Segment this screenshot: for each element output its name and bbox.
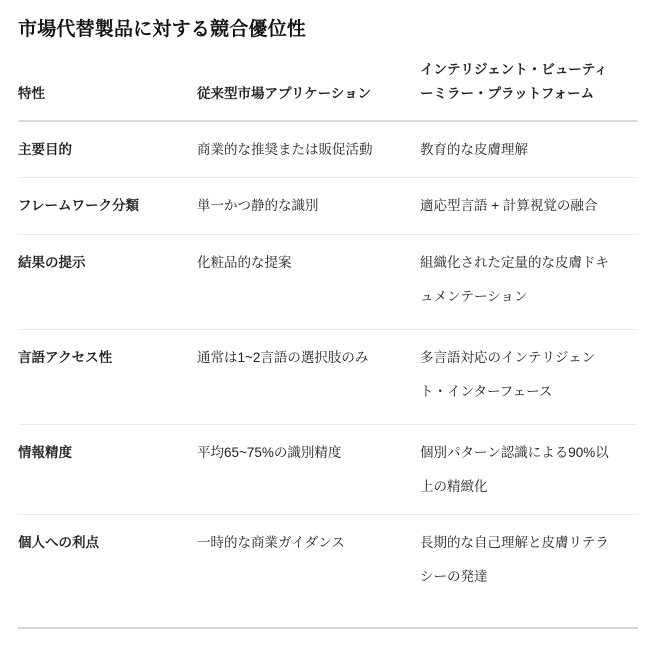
table-row bbox=[18, 425, 638, 515]
column-header-traditional: 従来型市場アプリケーション bbox=[197, 86, 372, 101]
cell-traditional: 単一かつ静的な識別 bbox=[197, 198, 319, 213]
row-label: フレームワーク分類 bbox=[18, 198, 139, 213]
row-label: 言語アクセス性 bbox=[18, 350, 113, 365]
table-row bbox=[18, 515, 638, 629]
row-label: 結果の提示 bbox=[18, 255, 86, 270]
page-title: 市場代替製品に対する競合優位性 bbox=[18, 19, 307, 40]
table-row bbox=[18, 178, 638, 235]
cell-platform: 適応型言語 + 計算視覚の融合 bbox=[420, 198, 598, 213]
table-header-row bbox=[18, 43, 638, 122]
table-row bbox=[18, 122, 638, 178]
cell-traditional: 一時的な商業ガイダンス bbox=[197, 535, 345, 550]
table-row bbox=[18, 235, 638, 330]
cell-platform: 多言語対応のインテリジェント・インターフェース bbox=[420, 350, 596, 399]
cell-platform: 組織化された定量的な皮膚ドキュメンテーション bbox=[420, 255, 609, 304]
comparison-table bbox=[18, 43, 638, 629]
row-label: 個人への利点 bbox=[18, 535, 99, 550]
cell-platform: 長期的な自己理解と皮膚リテラシーの発達 bbox=[420, 535, 609, 584]
cell-traditional: 平均65~75%の識別精度 bbox=[197, 445, 342, 460]
column-header-platform: インテリジェント・ビューティーミラー・プラットフォーム bbox=[420, 62, 608, 101]
table-row bbox=[18, 330, 638, 425]
row-label: 情報精度 bbox=[18, 445, 72, 460]
cell-traditional: 化粧品的な提案 bbox=[197, 255, 292, 270]
cell-traditional: 通常は1~2言語の選択肢のみ bbox=[197, 350, 369, 365]
cell-platform: 教育的な皮膚理解 bbox=[420, 142, 528, 157]
cell-platform: 個別パターン認識による90%以上の精緻化 bbox=[420, 445, 609, 494]
cell-traditional: 商業的な推奨または販促活動 bbox=[197, 142, 373, 157]
column-header-feature: 特性 bbox=[18, 86, 45, 101]
row-label: 主要目的 bbox=[18, 142, 72, 157]
